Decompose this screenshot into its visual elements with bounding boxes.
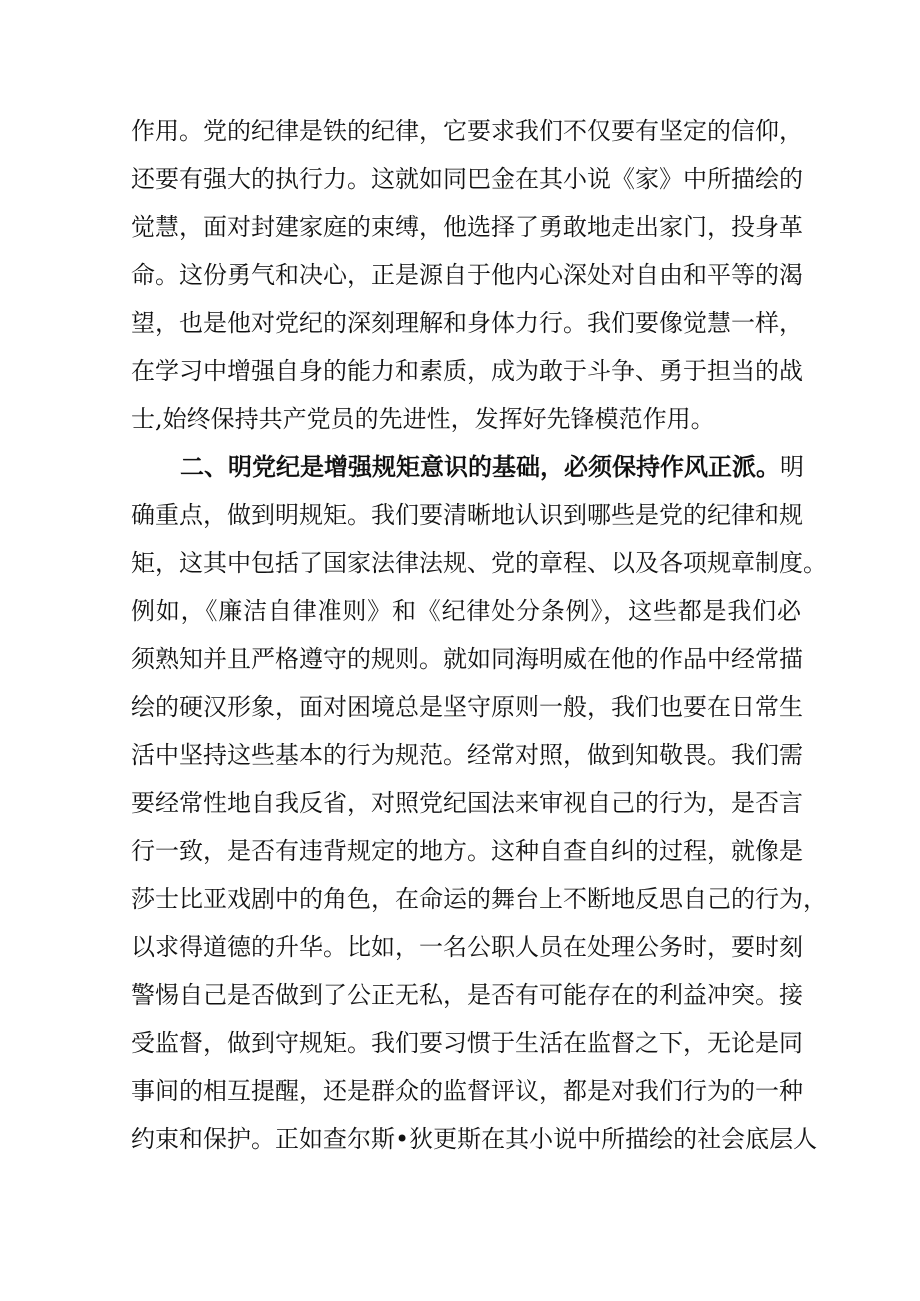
- paragraph-2-line: 警惕自己是否做到了公正无私，是否有可能存在的利益冲突。接: [131, 981, 803, 1009]
- paragraph-2-line: 事间的相互提醒，还是群众的监督评议，都是对我们行为的一种: [131, 1077, 803, 1105]
- paragraph-1-line: 望，也是他对党纪的深刻理解和身体力行。我们要像觉慧一样，: [131, 309, 803, 337]
- paragraph-2-first-line: [180, 449, 804, 485]
- paragraph-2-line: 绘的硬汉形象，面对困境总是坚守原则一般，我们也要在日常生: [131, 693, 803, 721]
- paragraph-1-line: 士,始终保持共产党员的先进性，发挥好先锋模范作用。: [131, 405, 715, 433]
- paragraph-2-line: 矩，这其中包括了国家法律法规、党的章程、以及各项规章制度。: [131, 549, 827, 577]
- paragraph-1-line: 觉慧，面对封建家庭的束缚，他选择了勇敢地走出家门，投身革: [131, 213, 803, 241]
- paragraph-2-line: 受监督，做到守规矩。我们要习惯于生活在监督之下，无论是同: [131, 1029, 803, 1057]
- paragraph-1-line: 作用。党的纪律是铁的纪律，它要求我们不仅要有坚定的信仰，: [131, 117, 803, 145]
- paragraph-2-line: 要经常性地自我反省，对照党纪国法来审视自己的行为，是否言: [131, 789, 803, 817]
- paragraph-1-line: 命。这份勇气和决心，正是源自于他内心深处对自由和平等的渴: [131, 261, 803, 289]
- paragraph-2-line: 确重点，做到明规矩。我们要清晰地认识到哪些是党的纪律和规: [131, 501, 803, 529]
- heading-line-rest: 明: [780, 453, 804, 481]
- paragraph-2-line: 例如，《廉洁自律准则》和《纪律处分条例》，这些都是我们必: [131, 597, 801, 625]
- paragraph-1-line: 还要有强大的执行力。这就如同巴金在其小说《家》中所描绘的: [131, 165, 803, 193]
- paragraph-2-line: 莎士比亚戏剧中的角色，在命运的舞台上不断地反思自己的行为，: [131, 885, 827, 913]
- paragraph-2-line: 行一致，是否有违背规定的地方。这种自查自纠的过程，就像是: [131, 837, 803, 865]
- paragraph-2-line: 以求得道德的升华。比如，一名公职人员在处理公务时，要时刻: [131, 933, 803, 961]
- section-heading: 二、明党纪是增强规矩意识的基础，必须保持作风正派。: [180, 453, 780, 481]
- paragraph-2-line: 约束和保护。正如查尔斯•狄更斯在其小说中所描绘的社会底层人: [131, 1125, 818, 1153]
- paragraph-2-line: 须熟知并且严格遵守的规则。就如同海明威在他的作品中经常描: [131, 645, 803, 673]
- paragraph-1-line: 在学习中增强自身的能力和素质，成为敢于斗争、勇于担当的战: [131, 357, 803, 385]
- paragraph-2-line: 活中坚持这些基本的行为规范。经常对照，做到知敬畏。我们需: [131, 741, 803, 769]
